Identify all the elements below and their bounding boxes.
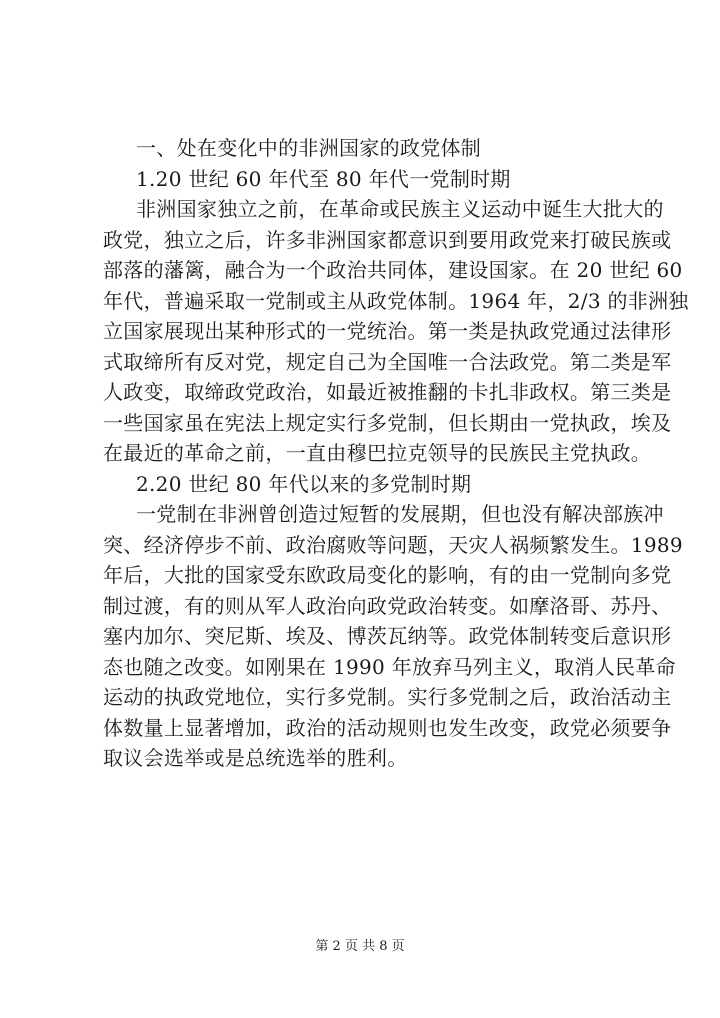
main-heading: 一、处在变化中的非洲国家的政党体制	[136, 136, 482, 160]
paragraph-line: 一党制在非洲曾创造过短暂的发展期，但也没有解决部族冲	[136, 502, 664, 526]
paragraph-line: 态也随之改变。如刚果在 1990 年放弃马列主义，取消人民革命	[103, 654, 676, 679]
paragraph-line: 体数量上显著增加，政治的活动规则也发生改变，政党必须要争	[103, 715, 672, 740]
paragraph-line: 制过渡，有的则从军人政治向政党政治转变。如摩洛哥、苏丹、	[103, 593, 672, 618]
document-body	[103, 133, 689, 774]
paragraph-line: 取议会选举或是总统选举的胜利。	[103, 746, 408, 770]
paragraph-line: 年代，普遍采取一党制或主从政党体制。1964 年，2/3 的非洲独	[103, 288, 689, 313]
paragraph-line: 式取缔所有反对党，规定自己为全国唯一合法政党。第二类是军	[103, 349, 672, 374]
paragraph-line: 部落的藩篱，融合为一个政治共同体，建设国家。在 20 世纪 60	[103, 258, 683, 282]
paragraph-line: 立国家展现出某种形式的一党统治。第一类是执政党通过法律形	[103, 319, 672, 343]
paragraph-line: 政党，独立之后，许多非洲国家都意识到要用政党来打破民族或	[103, 227, 672, 252]
section-2-title: 2.20 世纪 80 年代以来的多党制时期	[136, 471, 472, 496]
paragraph-1	[103, 194, 689, 469]
paragraph-2	[103, 499, 683, 774]
section-1-title: 1.20 世纪 60 年代至 80 年代一党制时期	[136, 166, 511, 191]
paragraph-line: 运动的执政党地位，实行多党制。实行多党制之后，政治活动主	[103, 685, 672, 709]
paragraph-line: 突、经济停步不前、政治腐败等问题，天灾人祸频繁发生。1989	[103, 532, 683, 557]
paragraph-line: 年后，大批的国家受东欧政局变化的影响，有的由一党制向多党	[103, 563, 672, 587]
paragraph-line: 人政变，取缔政党政治，如最近被推翻的卡扎非政权。第三类是	[103, 380, 672, 404]
page-number-footer: 第 2 页 共 8 页	[315, 939, 405, 954]
paragraph-line: 一些国家虽在宪法上规定实行多党制，但长期由一党执政，埃及	[103, 410, 672, 435]
paragraph-line: 非洲国家独立之前，在革命或民族主义运动中诞生大批大的	[136, 197, 664, 221]
paragraph-line: 在最近的革命之前，一直由穆巴拉克领导的民族民主党执政。	[103, 441, 652, 465]
paragraph-line: 塞内加尔、突尼斯、埃及、博茨瓦纳等。政党体制转变后意识形	[103, 624, 672, 648]
